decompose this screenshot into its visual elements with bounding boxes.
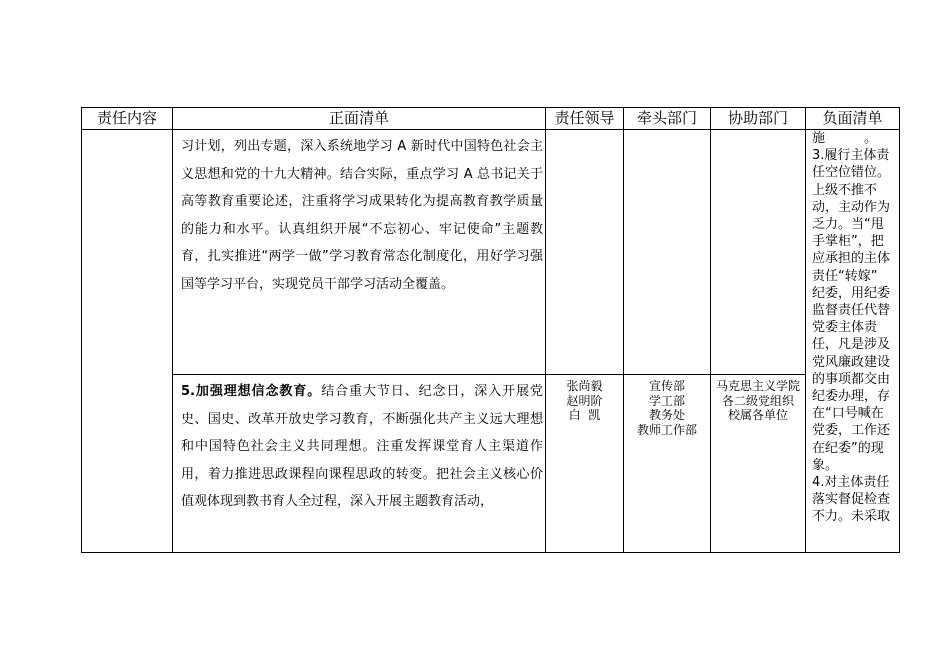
header-assist-dept: 协助部门	[727, 109, 788, 127]
positive-list-text-row2	[181, 378, 543, 516]
positive-list-title-row2: 5.加强理想信念教育。	[181, 384, 322, 399]
leader-list	[546, 379, 623, 423]
negative-line: 在纪委”的现	[812, 440, 884, 456]
dept-name: 学工部	[648, 393, 685, 408]
negative-list-text	[812, 130, 898, 526]
header-lead-dept: 牵头部门	[636, 109, 697, 127]
negative-line: 党委主体责	[812, 320, 878, 336]
negative-line: 施 。	[812, 131, 878, 146]
negative-line: 监督责任代替	[812, 303, 891, 319]
assist-dept-list	[711, 379, 805, 423]
negative-line: 党风廉政建设	[812, 354, 891, 370]
leader-name: 白 凯	[568, 408, 601, 422]
header-positive-list: 正面清单	[328, 109, 389, 127]
negative-line: 任，凡是涉及	[812, 337, 891, 353]
negative-line: 4.对主体责任	[812, 475, 890, 491]
negative-line: 落实督促检查	[812, 492, 891, 508]
col-divider-4	[710, 107, 711, 553]
header-responsibility: 责任内容	[96, 109, 157, 127]
negative-line: 上级不推不	[812, 182, 878, 198]
negative-line: 任空位错位。	[812, 165, 891, 181]
header-negative-list: 负面清单	[822, 109, 883, 127]
negative-line: 纪委，用纪委	[812, 285, 891, 301]
positive-list-text-row1: 习计划，列出专题，深入系统地学习 A 新时代中国特色社会主义思想和党的十九大精神。结合实际，重点学习 A 总书记关于高等教育重要论述，注重将学习成果转化为提高教育教学质量的能力和水平。认真组织开展“不忘初心、牢记使命”主题教育，扎实推进“两学一做”学习教育常态化制度化，用好学习强国等学习平台，实现党员干部学习活动全覆盖。	[181, 139, 543, 292]
table-bottom-border	[81, 552, 900, 553]
lead-dept-list	[624, 379, 710, 437]
dept-name: 教务处	[648, 408, 685, 422]
negative-line: 乏力。当“甩	[812, 217, 884, 233]
negative-line: 的事项都交由	[812, 371, 891, 387]
leader-name: 张尚毅	[566, 379, 603, 393]
dept-name: 校属各单位	[727, 408, 788, 422]
dept-name: 宣传部	[648, 379, 685, 393]
col-divider-3	[623, 107, 624, 553]
col-divider-5	[805, 107, 806, 553]
negative-line: 动，主动作为	[812, 199, 891, 215]
negative-line: 应承担的主体	[812, 251, 891, 267]
dept-name: 教师工作部	[636, 422, 697, 437]
table-left-border	[81, 107, 82, 553]
negative-line: 责任“转嫁”	[812, 268, 878, 284]
negative-line: 在“口号喊在	[812, 406, 884, 422]
negative-line: 不力。未采取	[812, 509, 891, 525]
negative-line: 手掌柜”，把	[812, 234, 884, 250]
dept-name: 各二级党组织	[721, 393, 794, 408]
leader-name: 赵明阶	[566, 393, 603, 408]
positive-list-body-row2: 结合重大节日、纪念日，深入开展党史、国史、改革开放史学习教育，不断强化共产主义远大理想和中国特色社会主义共同理想。注重发挥课堂育人主渠道作用，着力推进思政课程向课程思政的转变。把社会主义核心价值观体现到教书育人全过程，深入开展主题教育活动，	[181, 384, 543, 509]
negative-line: 党委，工作还	[812, 423, 891, 439]
col-divider-1	[172, 107, 173, 553]
header-leader: 责任领导	[554, 109, 615, 127]
dept-name: 马克思主义学院	[715, 379, 800, 393]
header-bottom-border	[81, 129, 900, 130]
negative-line: 纪委办理，存	[812, 389, 891, 405]
table-right-border	[899, 107, 900, 553]
col-divider-2	[545, 107, 546, 553]
negative-line: 象。	[812, 457, 839, 473]
negative-line: 3.履行主体责	[812, 148, 890, 164]
